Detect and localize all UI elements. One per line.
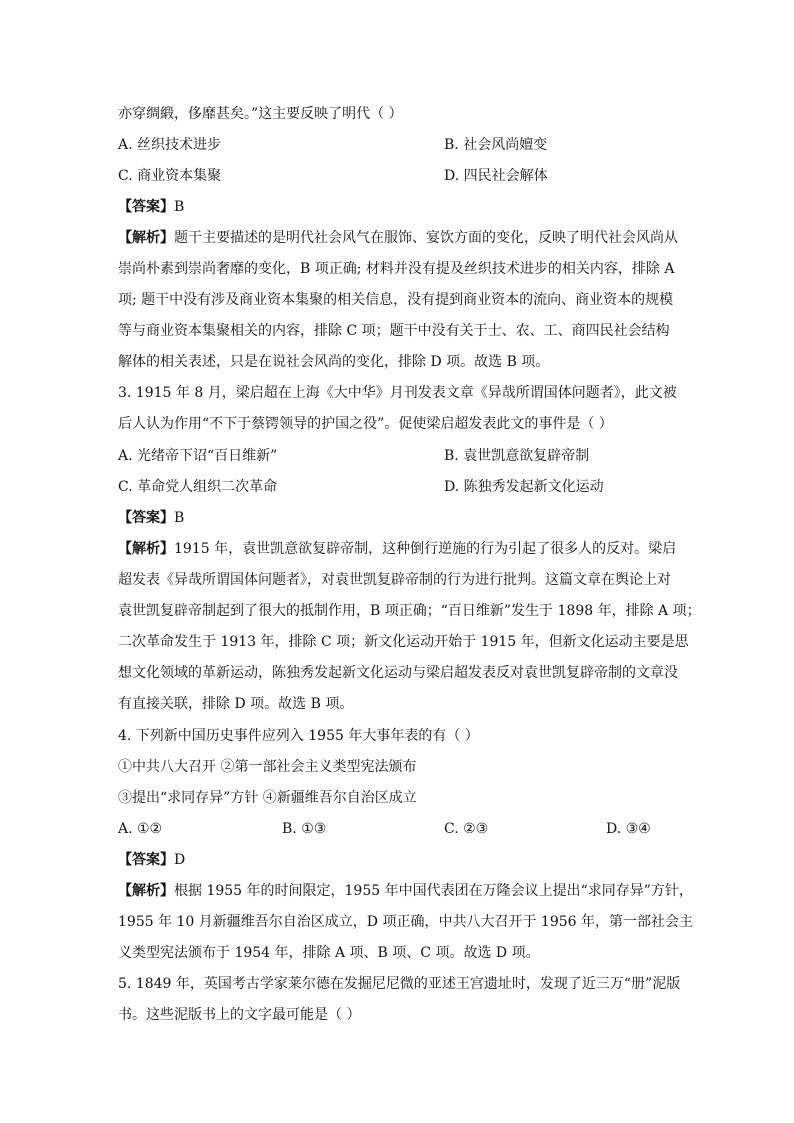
q3-option-c: C. 革命党人组织二次革命 [118,479,278,495]
q4-analysis-line: 【解析】根据 1955 年的时间限定，1955 年中国代表团在万隆会议上提出“求同存异”方针， [118,883,693,899]
q3-analysis-line: 有直接关联，排除 D 项。故选 B 项。 [118,696,354,712]
q3-analysis-line: 二次革命发生于 1913 年，排除 C 项；新文化运动开始于 1915 年，但新文化运动主要是思 [118,634,689,650]
q3-stem-line: 3. 1915 年 8 月，梁启超在上海《大中华》月刊发表文章《异哉所谓国体问题者》，此文被 [118,385,677,401]
q2-analysis-line: 解体的相关表述，只是在说社会风尚的变化，排除 D 项。故选 B 项。 [118,354,550,370]
q4-answer [118,850,185,870]
q2-stem-tail: 亦穿绸緞，侈靡甚矣。”这主要反映了明代（ ） [118,106,403,122]
q5-stem-line: 书。这些泥版书上的文字最可能是（ ） [118,1007,361,1023]
q3-analysis-line: 袁世凯复辟帝制起到了很大的抵制作用，B 项正确；“百日维新”发生于 1898 年，排除 A 项； [118,603,701,619]
q4-analysis-line: 义类型宪法颁布于 1954 年，排除 A 项、B 项、C 项。故选 D 项。 [118,945,540,961]
q2-option-b: B. 社会风尚嬗变 [444,137,548,153]
answer-value: B [174,199,185,215]
q3-option-a: A. 光绪帝下诏“百日维新” [118,448,278,464]
q3-analysis-line: 想文化领域的革新运动，陈独秀发起新文化运动与梁启超发表反对袁世凯复辟帝制的文章没 [118,665,678,681]
q2-answer [118,197,184,217]
q2-analysis-line: 【解析】题干主要描述的是明代社会风气在服饰、宴饮方面的变化，反映了明代社会风尚从 [118,230,678,246]
q4-items-line: ①中共八大召开 ②第一部社会主义类型宪法颁布 [118,759,417,775]
q3-analysis-line: 超发表《异哉所谓国体问题者》，对袁世凯复辟帝制的行为进行批判。这篇文章在舆论上对 [118,572,671,588]
answer-tag: 【答案】 [118,852,174,868]
q4-option-c: C. ②③ [444,821,489,837]
q2-option-d: D. 四民社会解体 [444,168,548,184]
q2-analysis-line: 崇尚朴素到崇尚奢靡的变化，B 项正确; 材料并没有提及丝织技术进步的相关内容，排除 A [118,261,675,277]
analysis-tag: 【解析】 [118,541,174,557]
q3-stem-line: 后人认为作用“不下于蔡锷领导的护国之役”。促使梁启超发表此文的事件是（ ） [118,416,613,432]
answer-value: D [174,852,186,868]
q4-option-a: A. ①② [118,821,163,837]
q4-analysis-line: 1955 年 10 月新疆维吾尔自治区成立，D 项正确，中共八大召开于 1956 年，第一部社会主 [118,914,693,930]
q5-stem-line: 5. 1849 年，英国考古学家莱尔德在发掘尼尼微的亚述王宫遗址时，发现了近三万“册”泥版 [118,976,681,992]
analysis-tag: 【解析】 [118,883,174,899]
answer-tag: 【答案】 [118,510,174,526]
q4-stem: 4. 下列新中国历史事件应列入 1955 年大事年表的有（ ） [118,728,479,744]
answer-tag: 【答案】 [118,199,174,215]
q4-items-line: ③提出“求同存异”方针 ④新疆维吾尔自治区成立 [118,790,417,806]
analysis-tag: 【解析】 [118,230,174,246]
q2-analysis-line: 等与商业资本集聚相关的内容，排除 C 项；题干中没有关于士、农、工、商四民社会结构 [118,323,670,339]
q4-option-b: B. ①③ [282,821,327,837]
q3-answer [118,508,184,528]
q2-option-c: C. 商业资本集聚 [118,168,222,184]
q3-analysis-line: 【解析】1915 年，袁世凯意欲复辟帝制，这种倒行逆施的行为引起了很多人的反对。梁启 [118,541,677,557]
answer-value: B [174,510,185,526]
q2-option-a: A. 丝织技术进步 [118,137,222,153]
q3-option-b: B. 袁世凯意欲复辟帝制 [444,448,590,464]
q3-option-d: D. 陈独秀发起新文化运动 [444,479,604,495]
q2-analysis-line: 项; 题干中没有涉及商业资本集聚的相关信息，没有提到商业资本的流向、商业资本的规模 [118,292,674,308]
q4-option-d: D. ③④ [606,821,651,837]
